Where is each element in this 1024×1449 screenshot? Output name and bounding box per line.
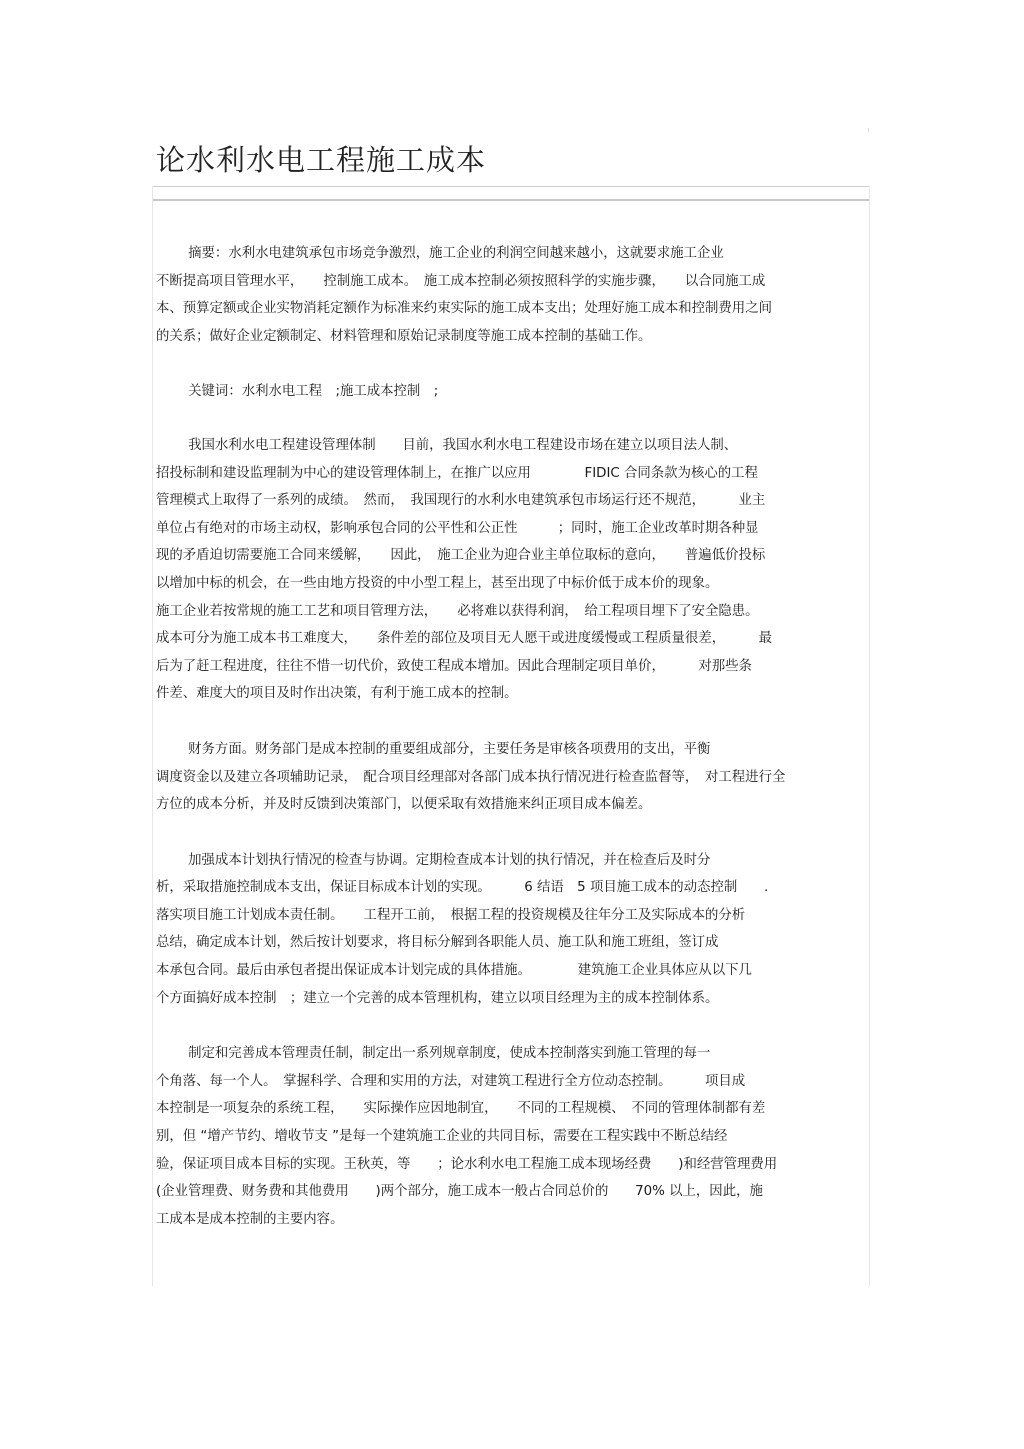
frame-border-right (869, 186, 870, 1286)
body-paragraph: 加强成本计划执行情况的检查与协调。定期检查成本计划的执行情况，并在检查后及时分 析，采取措施控制成本支出，保证目标成本计划的实现。 6 结语 5 项目施工成本的动态控制 . 落实项目施工计划成本责任制。 工程开工前， 根据工程的投资规模及往年分工及实际成本的分析 总结，确定成本计划，然后按计划要求，将目标分解到各职能人员、施工队和施工班组，签订成 本承包合同。最后由承包者提出保证成本计划完成的具体措施。 建筑施工企业具体应从以下几 个方面搞好成本控制 ；建立一个完善的成本管理机构，建立以项目经理为主的成本控制体系。 (156, 852, 769, 1006)
document-body (156, 240, 868, 1261)
body-paragraph: 财务方面。财务部门是成本控制的重要组成部分，主要任务是审核各项费用的支出，平衡 调度资金以及建立各项辅助记录， 配合项目经理部对各部门成本执行情况进行检查监督等， 对工程进行全 方位的成本分析，并及时反馈到决策部门，以便采取有效措施来纠正项目成本偏差。 (156, 741, 786, 813)
body-paragraph: 制定和完善成本管理责任制，制定出一系列规章制度，使成本控制落实到施工管理的每一 个角落、每一个人。 掌握科学、合理和实用的方法，对建筑工程进行全方位动态控制。 项目成 本控制是一项复杂的系统工程， 实际操作应因地制宜， 不同的工程规模、 不同的管理体制都有差 别，但 “增产节约、增收节支 ”是每一个建筑施工企业的共同目标，需要在工程实践中不断总结经 验，保证项目成本目标的实现。王秋英，等 ；论水利水电工程施工成本现场经费 )和经营管理费用 (企业管理费、财务费和其他费用 )两个部分，施工成本一般占合同总价的 70% 以上，因此，施 工成本是成本控制的主要内容。 (156, 1046, 778, 1227)
title-divider (152, 186, 869, 201)
document-title: 论水利水电工程施工成本 (156, 143, 487, 177)
keywords-paragraph: 关键词：水利水电工程 ;施工成本控制 ; (188, 384, 439, 400)
abstract-paragraph: 摘要：水利水电建筑承包市场竞争激烈，施工企业的利润空间越来越小，这就要求施工企业 不断提高项目管理水平， 控制施工成本。 施工成本控制必须按照科学的实施步骤， 以合同施工成 本、预算定额或企业实物消耗定额作为标准来约束实际的施工成本支出；处理好施工成本和控制费用之间 的关系；做好企业定额制定、材料管理和原始记录制度等施工成本控制的基础工作。 (156, 246, 772, 344)
frame-border-left (152, 186, 153, 1286)
page-mark (868, 128, 869, 132)
body-paragraph: 我国水利水电工程建设管理体制 目前，我国水利水电工程建设市场在建立以项目法人制、 招投标制和建设监理制为中心的建设管理体制上，在推广以应用 FIDIC 合同条款为核心的工程 管理模式上取得了一系列的成绩。 然而， 我国现行的水利水电建筑承包市场运行还不规范， 业主 单位占有绝对的市场主动权，影响承包合同的公平性和公正性 ；同时，施工企业改革时期各种显 现的矛盾迫切需要施工合同来缓解， 因此， 施工企业为迎合业主单位取标的意向， 普遍低价投标 以增加中标的机会，在一些由地方投资的中小型工程上，甚至出现了中标价低于成本价的现象。 施工企业若按常规的施工工艺和项目管理方法， 必将难以获得利润， 给工程项目埋下了安全隐患。 成本可分为施工成本书工难度大， 条件差的部位及项目无人愿干或进度缓慢或工程质量很差， 最 后为了赶工程进度，往往不惜一切代价，致使工程成本增加。因此合理制定项目单价， 对那些条 件差、难度大的项目及时作出决策，有利于施工成本的控制。 (156, 437, 772, 702)
